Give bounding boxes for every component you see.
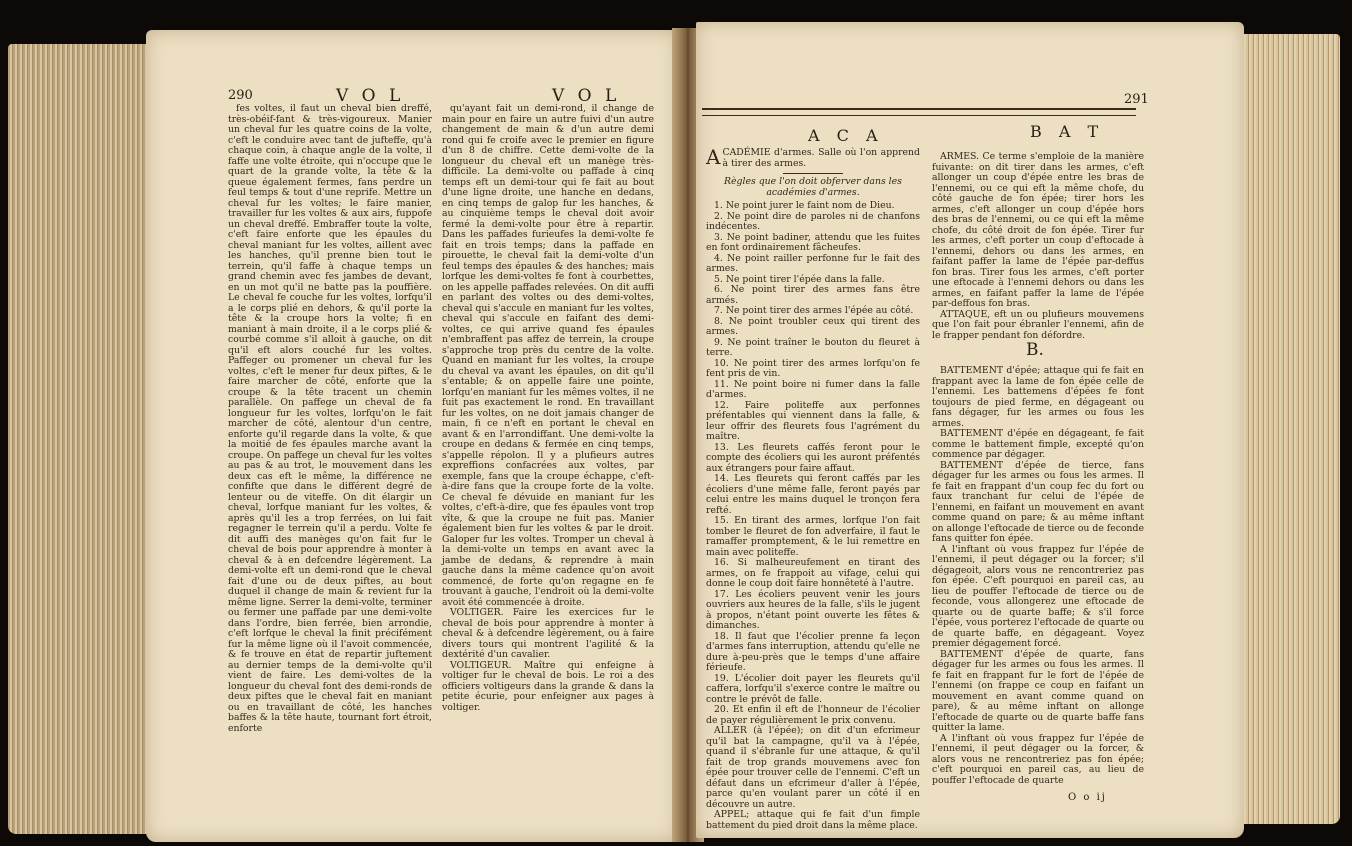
paragraph: A l'inftant où vous frappez fur l'épée de l'ennemi, il peut dégager ou la forcer; s'il dégageoit, alors vous ne rencontreriez pas fon épée. C'eft pourquoi en pareil cas, au lieu de pouffer l'eftocade de tierce ou de feconde, vous allongerez une eftocade de quarte ou de quarte baffe; & s'il force l'épée, vous porterez l'eftocade de quarte ou de quarte baffe, en dégageant. Voyez premier dégagement forcé. bbox=[932, 543, 1144, 649]
entry-battement-quarte: BATTEMENT d'épée de quarte, fans dégager fur les armes ou fous les armes. Il fe fait en frappant fur le fort de l'épée de l'ennemi (on frappe ce coup en faifant un mouvement en avant comme quand on pare), & au même inftant on allonge l'eftocade de quarte ou de quarte baffe fans quitter la lame. bbox=[932, 648, 1144, 733]
rule-item: 2. Ne point dire de paroles ni de chanfons indécentes. bbox=[706, 210, 920, 232]
entry-battement-tierce: BATTEMENT d'épée de tierce, fans dégager fur les armes ou fous les armes. Il fe fait en frappant d'un coup fec du fort ou faux tranchant fur celui de l'épée de l'ennemi, en faifant un mouvement en avant comme quand on pare; & au même inftant on allonge l'eftocade de tierce ou de feconde fans quitter fon épée. bbox=[932, 459, 1144, 544]
rule-item: 12. Faire politeffe aux perfonnes préfentables qui viennent dans la falle, & leur offrir des fleurets fous l'agrément du maître. bbox=[706, 399, 920, 442]
drop-cap: A bbox=[706, 145, 721, 169]
rule-item: 1. Ne point jurer le faint nom de Dieu. bbox=[714, 200, 895, 211]
letter-heading-b: B. bbox=[1026, 340, 1044, 360]
entry-battement-degageant: BATTEMENT d'épée en dégageant, fe fait comme le battement fimple, excepté qu'on commence par dégager. bbox=[932, 428, 1144, 460]
rule-item: 20. Et enfin il eft de l'honneur de l'écolier de payer régulièrement le prix convenu. bbox=[706, 704, 920, 726]
paragraph-voltigeur: VOLTIGEUR. Maître qui enfeigne à voltiger fur le cheval de bois. Le roi a des officiers voltigeurs dans la grande & dans la petite écurie, pour enfeigner aux pages à voltiger. bbox=[442, 659, 654, 713]
rules-heading: Règles que l'on doit obferver dans les académies d'armes. bbox=[724, 176, 902, 198]
rule-item: 8. Ne point troubler ceux qui tirent des armes. bbox=[706, 315, 920, 337]
rule-item: 19. L'écolier doit payer les fleurets qu'il caffera, lorfqu'il s'exerce contre le maître ou contre le prévôt de falle. bbox=[706, 672, 920, 705]
running-header-left-col2: V O L bbox=[552, 86, 621, 106]
rule-item: 14. Les fleurets qui feront caffés par les écoliers d'une même falle, feront payés par celui entre les mains duquel le tronçon fera refté. bbox=[706, 473, 920, 516]
right-page-column-1 bbox=[706, 145, 920, 831]
paragraph: qu'ayant fait un demi-rond, il change de main pour en faire un autre fuivi d'un autre changement de main & d'un autre demi rond qui fe croife avec le premier en figure d'un 8 de chiffre. Cette demi-volte de la longueur du cheval eft un manège très-difficile. La demi-volte ou paffade à cinq temps eft un demi-tour qui fe fait au bout d'une ligne droite, une hanche en dedans, en cinq temps de galop fur les hanches, & au cinquième temps le cheval doit avoir fermé la demi-volte pour être à repartir. Dans les paffades furieufes la demi-volte fe fait en trois temps; dans la paffade en pirouette, le cheval fait la demi-volte d'un feul temps des épaules & des hanches; mais lorfque les demi-voltes fe font à courbettes, on les appelle paffades relevées. On dit auffi en parlant des voltes ou des demi-voltes, cheval qui s'accule en maniant fur les voltes, cheval qui s'accule en faifant des demi-voltes, ce qui arrive quand fes épaules n'embraffent pas affez de terrein, la croupe s'approche trop près du centre de la volte. Quand en maniant fur les voltes, la croupe du cheval va avant les épaules, on dit qu'il s'entable; & on appelle faire une pointe, lorfqu'en maniant fur les mêmes voltes, il ne fuit pas exactement le rond. En travaillant fur les voltes, on ne doit jamais changer de main, fi ce n'eft en portant le cheval en avant & en l'arrondiffant. Une demi-volte la croupe en dedans & fermée en cinq temps, s'appelle répolon. Il y a plufieurs autres expreffions confacrées aux voltes, par exemple, fans que la croupe échappe, c'eft-à-dire fans que la croupe forte de la volte. Ce cheval fe dévuide en maniant fur les voltes, c'eft-à-dire, que fes épaules vont trop vîte, & que la croupe ne fuit pas. Manier également bien fur les voltes & par le droit. Galoper fur les voltes. Tromper un cheval à la demi-volte un temps en avant avec la jambe de dedans, & reprendre à main gauche dans la même cadence qu'on avoit commencé, de forte qu'on regagne en fe trouvant à gauche, l'endroit où la demi-volte avoit été commencée à droite. bbox=[442, 103, 654, 608]
entry-attaque: ATTAQUE, eft un ou plufieurs mouvemens que l'on fait pour ébranler l'ennemi, afin de le frapper pendant fon défordre. bbox=[932, 308, 1144, 341]
rule-item: 6. Ne point tirer des armes fans être armés. bbox=[706, 284, 920, 306]
paragraph-voltiger: VOLTIGER. Faire les exercices fur le cheval de bois pour apprendre à monter à cheval & à defcendre légèrement, ou à faire divers tours qui montrent l'agilité & la dextérité d'un cavalier. bbox=[442, 607, 654, 660]
left-page-edges bbox=[8, 44, 148, 834]
page-number-left: 290 bbox=[228, 88, 253, 103]
separator bbox=[783, 173, 843, 174]
rule-item: 17. Les écoliers peuvent venir les jours ouvriers aux heures de la falle, s'ils le jugent à propos, n'étant point ouverte les fêtes & dimanches. bbox=[706, 588, 920, 631]
entry-academie bbox=[706, 145, 920, 169]
rule-item: 10. Ne point tirer des armes lorfqu'on fe fent pris de vin. bbox=[706, 357, 920, 379]
rule-item: 16. Si malheureufement en tirant des armes, on fe frappoit au vifage, celui qui donne le coup doit faire honnêteté à l'autre. bbox=[706, 557, 920, 589]
right-page-column-2-bottom bbox=[932, 366, 1144, 790]
rule-item: 3. Ne point badiner, attendu que les fuites en font ordinairement fâcheufes. bbox=[706, 231, 920, 253]
right-page-column-2-top bbox=[932, 151, 1144, 341]
open-book bbox=[0, 14, 1352, 844]
entry-aller: ALLER (à l'épée); on dit d'un efcrimeur qu'il bat la campagne, qu'il va à l'épée, quand il s'ébranle fur une attaque, & qu'il fait de trop grands mouvemens avec fon épée pour trouver celle de l'ennemi. C'eft un défaut dans un efcrimeur d'aller à l'épée, parce qu'en voulant parer un côté il en découvre un autre. bbox=[706, 725, 920, 810]
left-page-column-1 bbox=[228, 103, 432, 734]
paragraph: A l'inftant où vous frappez fur l'épée de l'ennemi, il peut dégager ou la forcer, & alors vous ne rencontreriez pas fon épée; c'eft pourquoi en pareil cas, au lieu de pouffer l'eftocade de quarte bbox=[932, 732, 1144, 786]
page-number-right: 291 bbox=[1124, 92, 1149, 107]
rule-item: 18. Il faut que l'écolier prenne fa leçon d'armes fans interruption, attendu qu'elle ne dure à-peu-près que le temps d'une affaire férieufe. bbox=[706, 630, 920, 673]
header-rule bbox=[702, 108, 1136, 116]
entry-armes: ARMES. Ce terme s'emploie de la manière fuivante: on dit tirer dans les armes, c'eft allonger un coup d'épée entre les bras de l'ennemi, ou ce qui eft la même chofe, du côté gauche de fon épée; tirer hors les armes, c'eft allonger un coup d'épée hors des bras de l'ennemi, ou ce qui eft la même chofe, du côté droit de fon épée. Tirer fur les armes, c'eft porter un coup d'eftocade à l'ennemi, dehors ou dans les armes, en faifant paffer la lame de l'épée par-deffus fon bras. Tirer fous les armes, c'eft porter une eftocade à l'ennemi dehors ou dans les armes, en faifant paffer la lame de l'épée par-deffous fon bras. bbox=[932, 151, 1144, 309]
entry-appel: APPEL; attaque qui fe fait d'un fimple battement du pied droit dans la même place. bbox=[706, 809, 920, 831]
rule-item: 9. Ne point traîner le bouton du fleuret à terre. bbox=[706, 336, 920, 358]
rule-item: 7. Ne point tirer des armes l'épée au côté. bbox=[714, 305, 914, 316]
section-heading-bat: B A T bbox=[1030, 122, 1105, 141]
signature-mark: O o ij bbox=[1068, 792, 1107, 803]
rule-item: 11. Ne point boire ni fumer dans la falle d'armes. bbox=[706, 378, 920, 400]
rule-item: 5. Ne point tirer l'épée dans la falle. bbox=[714, 273, 885, 285]
rule-item: 15. En tirant des armes, lorfque l'on fait tomber le fleuret de fon adverfaire, il faut le ramaffer promptement, & le lui remettre en main avec politeffe. bbox=[706, 515, 920, 558]
paragraph: fes voltes, il faut un cheval bien dreffé, très-obéif-fant & très-vigoureux. Manier un cheval fur les quatre coins de la volte, c'eft le conduire avec tant de jufteffe, qu'à chaque coin, à chaque angle de la volte, il faffe une volte étroite, qui n'occupe que le quart de la grande volte, la tête & la queue également fermes, fans perdre un feul temps & tout d'une reprife. Mettre un cheval fur les voltes; le faire manier, travailler fur les voltes & aux airs, fuppofe un cheval dreffé. Embraffer toute la volte, c'eft faire enforte que les épaules du cheval maniant fur les voltes, aillent avec les hanches, qu'il prenne bien tout le terrein, qu'il faffe à chaque temps un grand chemin avec fes jambes de devant, en un mot qu'il ne batte pas la pouffière. Le cheval fe couche fur les voltes, lorfqu'il a le corps plié en dehors, & qu'il porte la tête & la croupe hors la volte; fi en maniant à main droite, il a le corps plié & courbé comme s'il alloit à gauche, on dit qu'il eft alors couché fur les voltes. Paffeger ou promener un cheval fur les voltes, c'eft le mener fur deux piftes, & le faire marcher de côté, enforte que la croupe & la tête tracent un chemin parallèle. On paffege un cheval de fa longueur fur les voltes, lorfqu'on le fait marcher de côté, alentour d'un centre, enforte qu'il regarde dans la volte, & que la moitié de fes épaules marche avant la croupe. On paffege un cheval fur les voltes au pas & au trot, le mouvement dans les deux cas eft le même, la différence ne confifte que dans le différent degré de lenteur ou de viteffe. On dit élargir un cheval, lorfque maniant fur les voltes, & après qu'il les a trop ferrées, on lui fait regagner le terrein qu'il a perdu. Volte fe dit auffi des manèges qu'on fait fur le cheval de bois pour apprendre à monter à cheval & à en defcendre légèrement. La demi-volte eft un demi-rond que le cheval fait d'une ou de deux piftes, au bout duquel il change de main & revient fur la même ligne. Serrer la demi-volte, terminer ou fermer une paffade par une demi-volte dans l'ordre, bien ferrée, bien arrondie, c'eft lorfque le cheval la finit précifément fur la même ligne où il l'avoit commencée, & fe trouve en état de repartir juftement au dernier temps de la demi-volte qu'il vient de faire. Les demi-voltes de la longueur du cheval font des demi-ronds de deux piftes que le cheval fait en maniant ou en travaillant de côté, les hanches baffes & la tête haute, tournant fort étroit, enforte bbox=[228, 103, 432, 734]
entry-academie-text: CADÉMIE d'armes. Salle où l'on apprend à tirer des armes. bbox=[722, 147, 920, 169]
left-page-column-2 bbox=[442, 103, 654, 713]
rule-item: 4. Ne point railler perfonne fur le fait des armes. bbox=[706, 252, 920, 274]
left-page bbox=[146, 30, 678, 842]
entry-battement: BATTEMENT d'épée; attaque qui fe fait en frappant avec la lame de fon épée celle de l'ennemi. Les battemens d'épées fe font toujours de pied ferme, en dégageant ou fans dégager, fur les armes ou fous les armes. bbox=[932, 365, 1144, 429]
section-heading-aca: A C A bbox=[808, 126, 884, 145]
right-page bbox=[696, 22, 1244, 838]
running-header-left-col1: V O L bbox=[336, 86, 405, 106]
rule-item: 13. Les fleurets caffés feront pour le compte des écoliers qui les auront préfentés aux étrangers pour faire affaut. bbox=[706, 441, 920, 474]
right-page-edges bbox=[1236, 34, 1340, 824]
